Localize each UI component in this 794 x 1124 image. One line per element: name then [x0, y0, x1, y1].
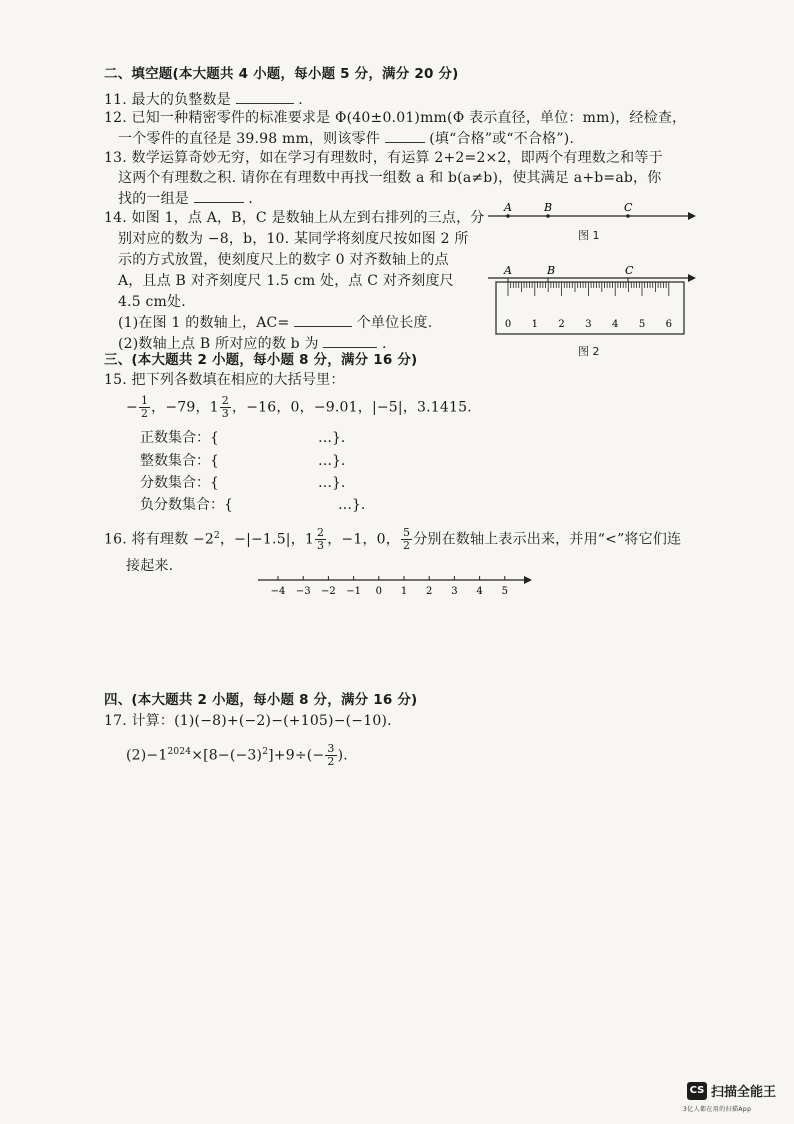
- camscanner-tagline: 3亿人都在用的扫描App: [683, 1106, 752, 1113]
- q16-sup: 2: [214, 531, 220, 541]
- set-integer-label: 整数集合：{: [140, 453, 219, 469]
- q14-line4: A，且点 B 对齐刻度尺 1.5 cm 处，点 C 对齐刻度尺: [118, 273, 454, 289]
- figure-2-caption: 图 2: [578, 345, 600, 358]
- q14-line3: 示的方式放置，使刻度尺上的数字 0 对齐数轴上的点: [118, 252, 449, 268]
- fig1-point-b: [546, 214, 550, 218]
- q11-end: .: [298, 92, 303, 108]
- set-integer-end: …}.: [318, 453, 346, 469]
- q13-line3a: 找的一组是: [118, 191, 189, 207]
- axis-tick-label: −3: [295, 586, 311, 597]
- axis-tick-label: 0: [375, 586, 382, 597]
- ruler-label: 0: [504, 319, 512, 330]
- figure-1-number-line: [488, 200, 698, 224]
- axis-tick-label: −2: [321, 586, 336, 597]
- q15-nums-a: −: [126, 399, 138, 416]
- camscanner-watermark: [683, 1080, 794, 1124]
- ruler-label: 4: [612, 319, 619, 330]
- camscanner-name: 扫描全能王: [711, 1085, 777, 1100]
- q14-sub2b: .: [382, 336, 387, 352]
- q14-line5: 4.5 cm处.: [118, 294, 186, 310]
- q16-line2: 接起来.: [126, 558, 174, 574]
- q16-a: 16. 将有理数 −2: [104, 531, 215, 548]
- q17-p2sup2: 2: [262, 747, 269, 757]
- q16-c: ，−1，0，: [327, 531, 400, 548]
- q17-line2: [126, 742, 348, 768]
- q13-line3: [118, 188, 253, 209]
- q15-nums-c: ，−16，0，−9.01，|−5|，3.1415.: [232, 399, 472, 416]
- q13-line3b: .: [248, 191, 253, 207]
- q13-line1: 13. 数学运算奇妙无穷，如在学习有理数时，有运算 2+2=2×2，即两个有理数之和等于: [104, 150, 663, 166]
- set-fraction-end: …}.: [318, 475, 346, 491]
- fig1-label-c: C: [624, 201, 633, 214]
- q11-answer-blank[interactable]: [236, 89, 294, 104]
- axis-tick-label: −4: [270, 586, 286, 597]
- ruler-label: 5: [638, 319, 646, 330]
- q15-text: 15. 把下列各数填在相应的大括号里：: [104, 372, 345, 388]
- ruler-label: 1: [531, 319, 538, 330]
- figure-1-caption: 图 1: [578, 229, 600, 242]
- fig1-point-a: [506, 214, 510, 218]
- section-3-heading: 三、(本大题共 2 小题，每小题 8 分，满分 16 分): [104, 352, 418, 368]
- camscanner-logo-icon: CS: [687, 1082, 707, 1100]
- q12-answer-blank[interactable]: [385, 128, 425, 143]
- q12-line2: [118, 128, 574, 149]
- q16-number-line: [258, 572, 534, 598]
- q17-p2b: ×[8−(−3): [191, 747, 263, 764]
- q17-p2c: ]+9÷(−: [268, 747, 325, 764]
- ruler-label: 2: [558, 319, 565, 330]
- set-negative-fraction-end: …}.: [338, 497, 366, 513]
- q14-sub2-blank[interactable]: [323, 333, 377, 348]
- set-negative-fraction-label: 负分数集合：{: [140, 497, 233, 513]
- q15-frac-1: $\frac{1}{2}$: [140, 394, 149, 420]
- q15-frac-2: $\frac{2}{3}$: [221, 394, 229, 420]
- q13-answer-blank[interactable]: [194, 188, 244, 203]
- q14-sub1: [118, 312, 432, 333]
- set-positive-end: …}.: [318, 430, 346, 446]
- ruler-label: 3: [585, 319, 592, 330]
- axis-tick-label: −1: [346, 586, 361, 597]
- axis-tick-label: 4: [476, 586, 483, 597]
- q12-line1: 12. 已知一种精密零件的标准要求是 Φ(40±0.01)mm(Φ 表示直径，单位：mm)，经检查，: [104, 110, 687, 126]
- fig1-label-b: B: [544, 201, 553, 214]
- q15-numbers: [126, 395, 472, 420]
- q16-line1: [104, 526, 681, 552]
- q14-line2: 别对应的数为 −8，b，10. 某同学将刻度尺按如图 2 所: [118, 231, 469, 247]
- fig2-label-b: B: [547, 264, 556, 277]
- axis-tick-label: 2: [426, 586, 433, 597]
- q14-sub2a: (2)数轴上点 B 所对应的数 b 为: [118, 336, 319, 352]
- q17-p2a: (2)−1: [126, 747, 168, 764]
- q15-nums-b: ，−79，1: [151, 399, 219, 416]
- fig2-label-c: C: [625, 264, 634, 277]
- q17-frac: $\frac{3}{2}$: [327, 742, 335, 769]
- q14-sub1-blank[interactable]: [294, 312, 352, 327]
- fig1-label-a: A: [504, 201, 512, 214]
- ruler-label: 6: [665, 319, 672, 330]
- q12-line2b: (填“合格”或“不合格”).: [429, 131, 575, 147]
- set-positive-label: 正数集合：{: [140, 430, 219, 446]
- fig2-label-a: A: [504, 264, 512, 277]
- q14-line1: 14. 如图 1，点 A，B，C 是数轴上从左到右排列的三点，分: [104, 210, 485, 226]
- q14-sub1a: (1)在图 1 的数轴上，AC=: [118, 315, 290, 331]
- q16-frac-2: $\frac{5}{2}$: [402, 526, 411, 553]
- section-2-heading: 二、填空题(本大题共 4 小题，每小题 5 分，满分 20 分): [104, 66, 459, 82]
- axis-tick-label: 1: [400, 586, 408, 597]
- axis-tick-label: 5: [501, 586, 508, 597]
- q14-sub1b: 个单位长度.: [356, 315, 433, 331]
- q16-b: ，−|−1.5|，1: [219, 531, 315, 548]
- q16-d: 分别在数轴上表示出来，并用“<”将它们连: [413, 531, 682, 548]
- section-4-heading: 四、(本大题共 2 小题，每小题 8 分，满分 16 分): [104, 692, 418, 708]
- q16-frac-1: $\frac{2}{3}$: [317, 526, 325, 553]
- q13-line2: 这两个有理数之积. 请你在有理数中再找一组数 a 和 b(a≠b)，使其满足 a+b=ab，你: [118, 170, 662, 186]
- q17-line1: 17. 计算：(1)(−8)+(−2)−(+105)−(−10).: [104, 713, 392, 729]
- fig1-point-c: [626, 214, 630, 218]
- question-11: [104, 89, 303, 110]
- q17-p2d: ).: [337, 747, 348, 764]
- set-fraction-label: 分数集合：{: [140, 475, 219, 491]
- q12-line2a: 一个零件的直径是 39.98 mm，则该零件: [118, 131, 380, 147]
- figure-2-ruler: [488, 264, 698, 338]
- q11-text: 11. 最大的负整数是: [104, 92, 231, 108]
- axis-tick-label: 3: [451, 586, 458, 597]
- q17-p2sup: 2024: [167, 747, 192, 757]
